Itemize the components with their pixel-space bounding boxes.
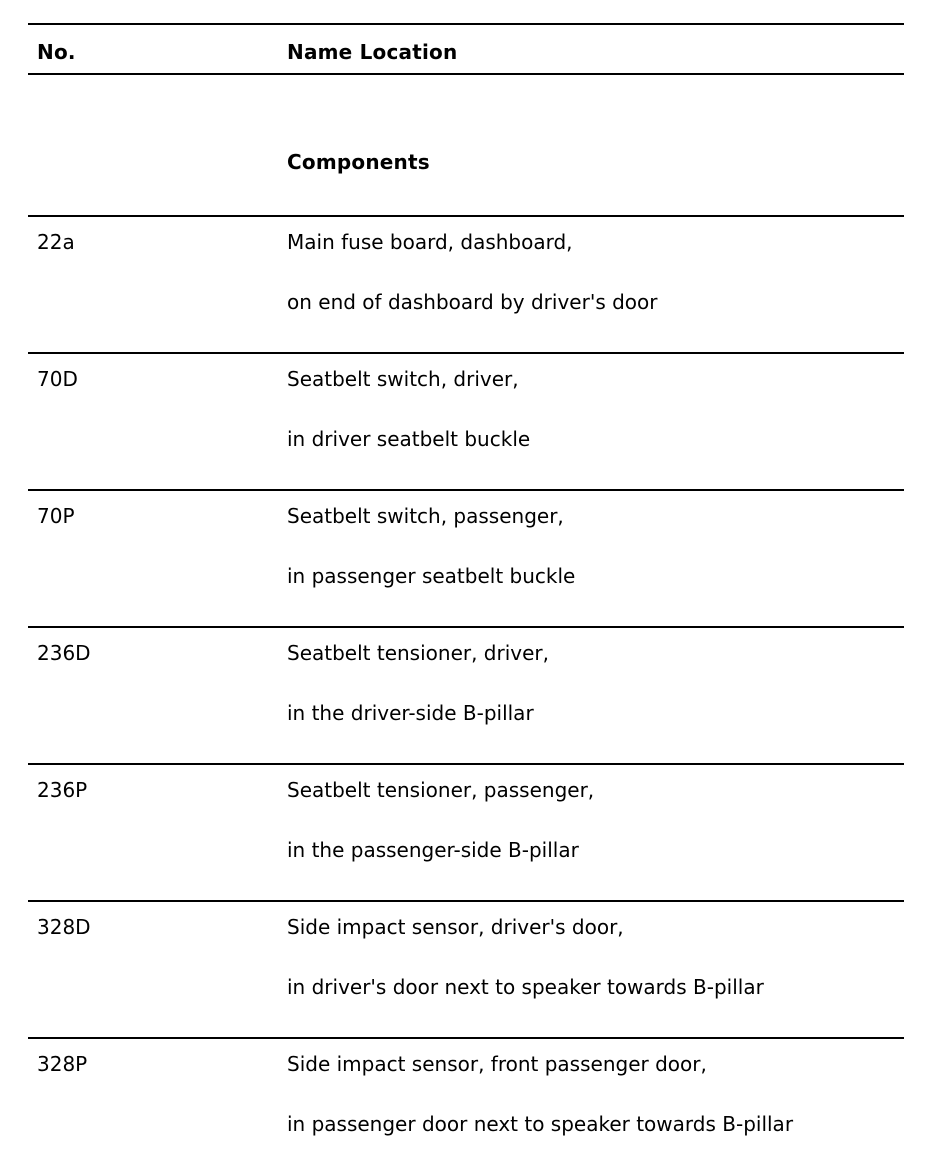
table-row (28, 1039, 904, 1174)
row-number: 22a (37, 230, 75, 254)
table-header-row (28, 25, 904, 73)
row-location: in driver's door next to speaker towards B-pillar (287, 975, 764, 999)
row-location: in passenger seatbelt buckle (287, 564, 576, 588)
row-number: 70P (37, 504, 75, 528)
row-number: 328D (37, 915, 91, 939)
row-number: 236D (37, 641, 91, 665)
row-name: Main fuse board, dashboard, (287, 230, 573, 254)
row-name: Seatbelt tensioner, driver, (287, 641, 550, 665)
table-row (28, 628, 904, 763)
row-location: in passenger door next to speaker towards B-pillar (287, 1112, 794, 1136)
table-row (28, 354, 904, 489)
row-name: Seatbelt switch, passenger, (287, 504, 564, 528)
row-location: in driver seatbelt buckle (287, 427, 531, 451)
row-location: in the driver-side B-pillar (287, 701, 534, 725)
table-row (28, 902, 904, 1037)
row-name: Side impact sensor, driver's door, (287, 915, 624, 939)
section-heading-row (28, 75, 904, 215)
section-title: Components (287, 150, 430, 174)
row-name: Seatbelt switch, driver, (287, 367, 519, 391)
row-location: in the passenger-side B-pillar (287, 838, 579, 862)
table-row (28, 217, 904, 352)
table-row (28, 765, 904, 900)
table-row (28, 491, 904, 626)
header-no: No. (37, 40, 76, 64)
row-number: 328P (37, 1052, 88, 1076)
row-number: 70D (37, 367, 78, 391)
row-name: Seatbelt tensioner, passenger, (287, 778, 595, 802)
header-name-location: Name Location (287, 40, 458, 64)
row-location: on end of dashboard by driver's door (287, 290, 658, 314)
row-number: 236P (37, 778, 88, 802)
components-table (28, 23, 904, 1174)
row-name: Side impact sensor, front passenger door, (287, 1052, 707, 1076)
